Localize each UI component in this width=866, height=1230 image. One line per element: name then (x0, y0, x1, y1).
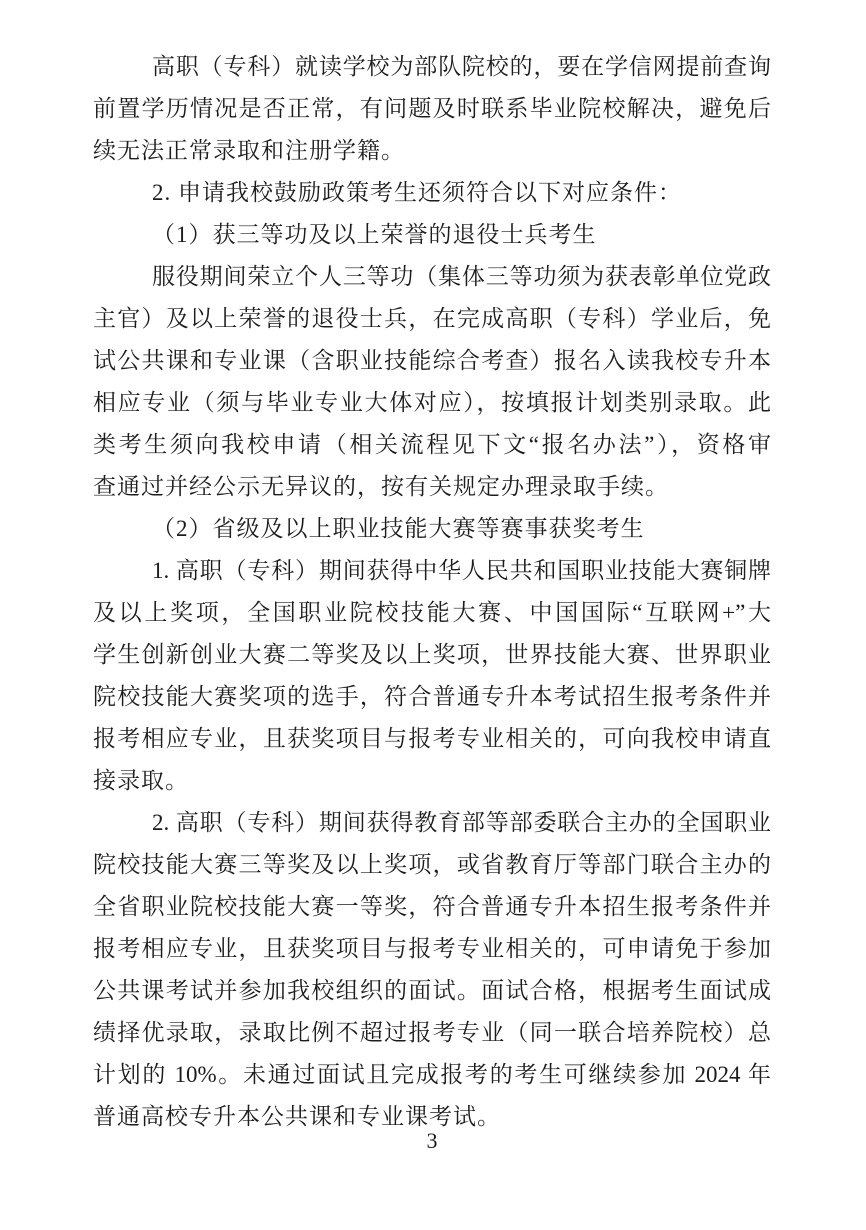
text-line: 试公共课和专业课（含职业技能综合考查）报名入读我校专升本 (93, 348, 771, 373)
text-line: 报考相应专业，且获奖项目与报考专业相关的，可向我校申请直 (93, 726, 771, 751)
text-line: 院校技能大赛三等奖及以上奖项，或省教育厅等部门联合主办的 (93, 852, 771, 877)
text-line: 前置学历情况是否正常，有问题及时联系毕业院校解决，避免后 (93, 96, 771, 121)
text-line: 学生创新创业大赛二等奖及以上奖项，世界技能大赛、世界职业 (93, 642, 771, 667)
text-line: 及以上奖项，全国职业院校技能大赛、中国国际“互联网+”大 (93, 600, 771, 625)
page-number: 3 (426, 1128, 438, 1153)
text-line: 服役期间荣立个人三等功（集体三等功须为获表彰单位党政 (152, 264, 771, 289)
text-line: 1. 高职（专科）期间获得中华人民共和国职业技能大赛铜牌 (152, 558, 771, 583)
text-line: 续无法正常录取和注册学籍。 (93, 138, 405, 163)
text-line: 相应专业（须与毕业专业大体对应），按填报计划类别录取。此 (93, 390, 771, 415)
text-line: 计划的 10%。未通过面试且完成报考的考生可继续参加 2024 年 (93, 1062, 771, 1087)
text-line: （2）省级及以上职业技能大赛等赛事获奖考生 (152, 516, 645, 541)
text-line: （1）获三等功及以上荣誉的退役士兵考生 (152, 222, 597, 247)
text-line: 全省职业院校技能大赛一等奖，符合普通专升本招生报考条件并 (93, 894, 771, 919)
document-body (93, 46, 771, 1138)
text-line: 2. 高职（专科）期间获得教育部等部委联合主办的全国职业 (152, 810, 771, 835)
text-line: 接录取。 (93, 768, 189, 793)
page-footer (93, 1126, 771, 1156)
text-line: 2. 申请我校鼓励政策考生还须符合以下对应条件： (152, 180, 682, 205)
text-line: 类考生须向我校申请（相关流程见下文“报名办法”），资格审 (93, 432, 771, 457)
text-line: 公共课考试并参加我校组织的面试。面试合格，根据考生面试成 (93, 978, 771, 1003)
text-line: 高职（专科）就读学校为部队院校的，要在学信网提前查询 (152, 54, 771, 79)
text-line: 报考相应专业，且获奖项目与报考专业相关的，可申请免于参加 (93, 936, 771, 961)
text-line: 绩择优录取，录取比例不超过报考专业（同一联合培养院校）总 (93, 1020, 771, 1045)
text-line: 查通过并经公示无异议的，按有关规定办理录取手续。 (93, 474, 669, 499)
text-line: 院校技能大赛奖项的选手，符合普通专升本考试招生报考条件并 (93, 684, 771, 709)
text-line: 普通高校专升本公共课和专业课考试。 (93, 1104, 501, 1129)
text-line: 主官）及以上荣誉的退役士兵，在完成高职（专科）学业后，免 (93, 306, 771, 331)
